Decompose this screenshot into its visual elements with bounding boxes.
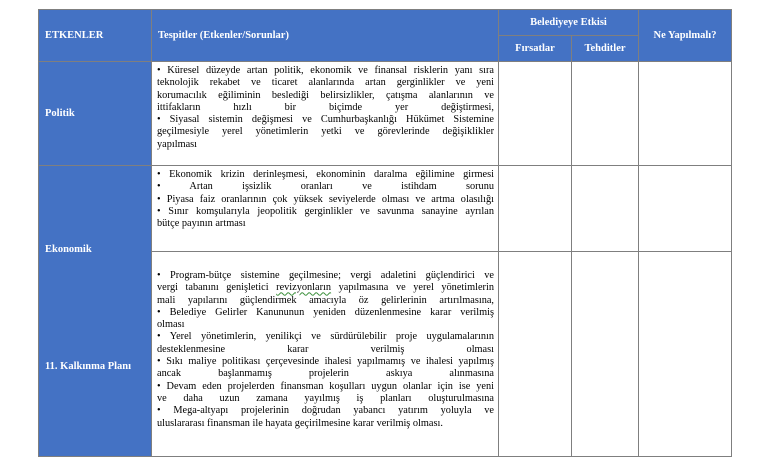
findings-ekonomik <box>152 166 499 252</box>
finding-line: vergi tabanını genişletici revizyonların yapılmasına ve yerel yönetimlerin <box>157 282 494 294</box>
finding-line: korumacılık eğiliminin beslediği belirsizlikler, çatışma alanlarının ve <box>157 89 494 101</box>
finding-line: yapılması <box>157 138 198 150</box>
finding-line: • Siyasal sistemin değişmesi ve Cumhurbaşkanlığı Hükümet Sistemine <box>157 114 494 126</box>
threats-cell[interactable] <box>572 166 639 252</box>
finding-line: • Artan işsizlik oranları ve istihdam sorunu <box>157 181 494 193</box>
finding-line: • Ekonomik krizin derinleşmesi, ekonominin daralma eğilimine girmesi <box>157 169 494 180</box>
threats-cell[interactable] <box>572 62 639 166</box>
header-threats: Tehditler <box>572 36 639 62</box>
pestle-analysis-table <box>38 9 732 457</box>
finding-line: geçilmesiyle yerel yönetimlerin yetki ve görevlerinde değişiklikler <box>157 126 494 138</box>
finding-line: desteklenmesine karar verilmiş olması <box>157 343 494 355</box>
finding-line: • Sınır komşularıyla jeopolitik gerginlikler ve savunma sanayine ayrılan <box>157 205 494 217</box>
finding-line: ancak başlanmamış projelerin askıya alınmasına <box>157 368 494 380</box>
spellcheck-underline: revizyonların <box>276 282 332 294</box>
finding-line: • Piyasa faiz oranlarının çok yüksek seviyelerde olması ve artma olasılığı <box>157 193 494 205</box>
finding-line: • Küresel düzeyde artan politik, ekonomik ve finansal risklerin yanı sıra <box>157 65 494 76</box>
factor-ekonomik: Ekonomik <box>39 166 152 457</box>
header-effect-group: Belediyeye Etkisi <box>499 10 639 36</box>
actions-cell[interactable] <box>639 252 732 457</box>
finding-line: ittifakların hızlı bir biçimde yer değiştirmesi, <box>157 101 494 113</box>
opportunities-cell[interactable] <box>499 252 572 457</box>
finding-line: uluslararası finansman ile hayata geçirilmesine karar verilmiş olması. <box>157 417 443 429</box>
finding-line: • Mega-altyapı projelerinin doğrudan yabancı yatırım yoluyla ve <box>157 405 494 417</box>
table-row <box>39 166 732 252</box>
opportunities-cell[interactable] <box>499 62 572 166</box>
finding-line: • Belediye Gelirler Kanununun yeniden düzenlenmesine karar verilmiş <box>157 306 494 318</box>
finding-line: • Program-bütçe sistemine geçilmesine; vergi adaletini güçlendirici ve <box>157 270 494 281</box>
threats-cell[interactable] <box>572 252 639 457</box>
table-row <box>39 62 732 166</box>
header-factors: ETKENLER <box>39 10 152 62</box>
finding-line: olması <box>157 319 185 331</box>
actions-cell[interactable] <box>639 62 732 166</box>
finding-line: • Sıkı maliye politikası çerçevesinde ihalesi yapılmamış ve ihalesi yapılmış <box>157 356 494 368</box>
header-opportunities: Fırsatlar <box>499 36 572 62</box>
finding-line: ve daha uzun zamana yayılmış iş planları oluşturulmasına <box>157 392 494 404</box>
finding-line: • Yerel yönetimlerin, yenilikçi ve sürdürülebilir proje uygulamalarının <box>157 331 494 343</box>
finding-line: bütçe payının artması <box>157 218 246 230</box>
finding-line: • Devam eden projelerden finansman koşulları uygun olanlar için ise yeni <box>157 380 494 392</box>
header-actions: Ne Yapılmalı? <box>639 10 732 62</box>
findings-politik <box>152 62 499 166</box>
factor-politik: Politik <box>39 62 152 166</box>
factor-kalkinma-plani: 11. Kalkınma Planı <box>45 361 132 372</box>
findings-kalkinma-plani <box>152 252 499 457</box>
opportunities-cell[interactable] <box>499 166 572 252</box>
finding-line: teknolojik rekabet ve ticaret alanlarında artan gerginlikler ve yeni <box>157 77 494 89</box>
finding-line: mali yapılarını güçlendirmek amacıyla öz gelirlerinin artırılmasına, <box>157 294 494 306</box>
actions-cell[interactable] <box>639 166 732 252</box>
header-findings: Tespitler (Etkenler/Sorunlar) <box>152 10 499 62</box>
